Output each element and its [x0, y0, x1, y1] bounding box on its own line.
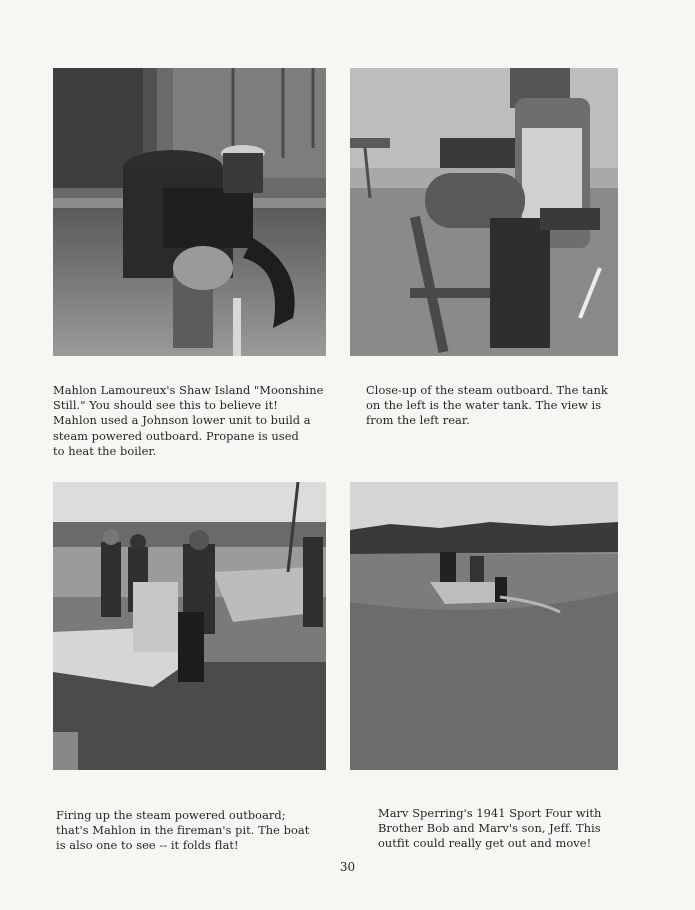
sport-four-boat-photo [350, 482, 618, 770]
firing-up-outboard-photo [53, 482, 326, 770]
caption-moonshine-still: Mahlon Lamoureux's Shaw Island "Moonshine Still." You should see this to believe it! Mahlon used a Johnson lower unit to build a steam powered outboard. Propane is used to heat the boiler. [53, 383, 324, 458]
caption-firing-up: Firing up the steam powered outboard; that's Mahlon in the fireman's pit. The boat is also one to see -- it folds flat! [56, 808, 310, 853]
page-number: 30 [339, 860, 356, 874]
moonshine-still-photo [53, 68, 326, 356]
steam-outboard-closeup-photo [350, 68, 618, 356]
caption-sport-four: Marv Sperring's 1941 Sport Four with Brother Bob and Marv's son, Jeff. This outfit could really get out and move! [378, 806, 602, 851]
caption-steam-outboard-closeup: Close-up of the steam outboard. The tank on the left is the water tank. The view is from the left rear. [366, 383, 608, 428]
